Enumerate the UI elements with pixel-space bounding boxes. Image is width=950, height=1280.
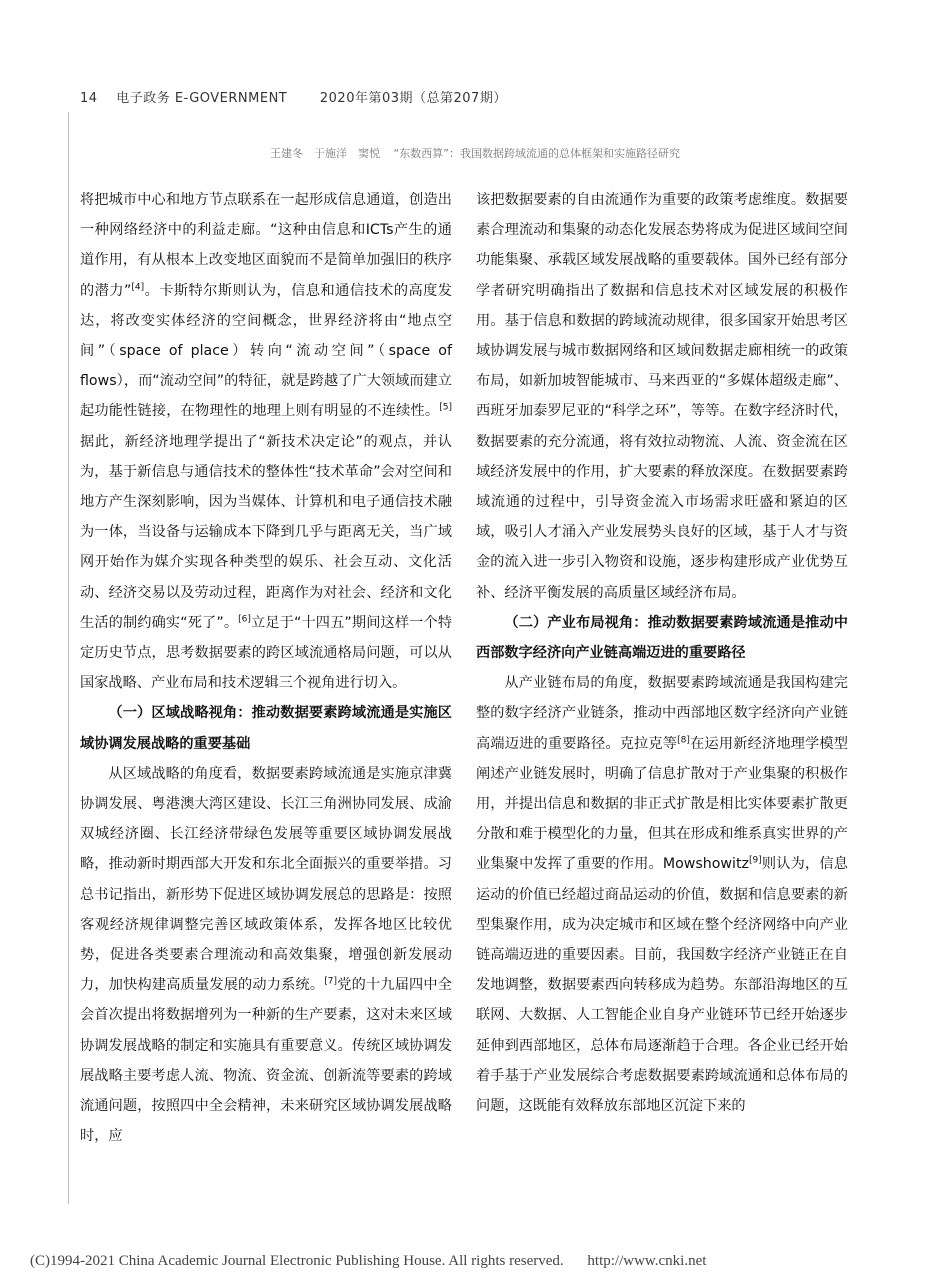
paragraph: 该把数据要素的自由流通作为重要的政策考虑维度。数据要素合理流动和集聚的动态化发展态势将成为促进区域间空间功能集聚、承载区域发展战略的重要载体。国外已经有部分学者研究明确指出了数据和信息技术对区域发展的积极作用。基于信息和数据的跨域流动规律，很多国家开始思考区域协调发展与城市数据网络和区域间数据走廊相统一的政策布局，如新加坡智能城市、马来西亚的“多媒体超级走廊”、西班牙加泰罗尼亚的“科学之环”，等等。在数字经济时代，数据要素的充分流通，将有效拉动物流、人流、资金流在区域经济发展中的作用，扩大要素的释放深度。在数据要素跨域流通的过程中，引导资金流入市场需求旺盛和紧迫的区域，吸引人才涌入产业发展势头良好的区域，基于人才与资金的流入进一步引入物资和设施，逐步构建形成产业优势互补、经济平衡发展的高质量区域经济布局。 [476, 192, 848, 601]
running-head-authors: 王建冬 于施洋 窦悦 [270, 147, 381, 160]
footer-url: http://www.cnki.net [587, 1253, 707, 1269]
paragraph: 从区域战略的角度看，数据要素跨域流通是实施京津冀协调发展、粤港澳大湾区建设、长江三角洲协同发展、成渝双城经济圈、长江经济带绿色发展等重要区域协调发展战略，推动新时期西部大开发和东北全面振兴的重要举措。习总书记指出，新形势下促进区域协调发展总的思路是：按照客观经济规律调整完善区域政策体系，发挥各地区比较优势，促进各类要素合理流动和高效集聚，增强创新发展动力，加快构建高质量发展的动力系统。[7]党的十九届四中全会首次提出将数据增列为一种新的生产要素，这对未来区域协调发展战略的制定和实施具有重要意义。传统区域协调发展战略主要考虑人流、物流、资金流、创新流等要素的跨域流通问题，按照四中全会精神，未来研究区域协调发展战略时，应 [80, 765, 452, 1145]
right-column [476, 185, 848, 1121]
section-heading-1: （一）区域战略视角：推动数据要素跨域流通是实施区域协调发展战略的重要基础 [80, 705, 452, 752]
paragraph: 从产业链布局的角度，数据要素跨域流通是我国构建完整的数字经济产业链条，推动中西部地区数字经济向产业链高端迈进的重要路径。克拉克等[8]在运用新经济地理学模型阐述产业链发展时，明确了信息扩散对于产业集聚的积极作用，并提出信息和数据的非正式扩散是相比实体要素扩散更分散和难于模型化的力量，但其在形成和维系真实世界的产业集聚中发挥了重要的作用。Mowshowitz[9]则认为，信息运动的价值已经超过商品运动的价值，数据和信息要素的新型集聚作用，成为决定城市和区域在整个经济网络中向产业链高端迈进的重要因素。目前，我国数字经济产业链正在自发地调整，数据要素西向转移成为趋势。东部沿海地区的互联网、大数据、人工智能企业自身产业链环节已经开始逐步延伸到西部地区，总体布局逐渐趋于合理。各企业已经开始着手基于产业发展综合考虑数据要素跨域流通和总体布局的问题，这既能有效释放东部地区沉淀下来的 [476, 675, 848, 1115]
copyright-text: (C)1994-2021 China Academic Journal Electronic Publishing House. All rights reserved. [30, 1253, 564, 1269]
journal-name: 电子政务 E-GOVERNMENT [116, 91, 288, 106]
issue-info: 2020年第03期（总第207期） [319, 91, 507, 106]
citation-ref: [9] [749, 855, 762, 866]
citation-ref: [5] [439, 402, 452, 413]
paragraph: 将把城市中心和地方节点联系在一起形成信息通道，创造出一种网络经济中的利益走廊。“这种由信息和ICTs产生的通道作用，有从根本上改变地区面貌而不是简单加强旧的秩序的潜力”[4]。卡斯特尔斯则认为，信息和通信技术的高度发达，将改变实体经济的空间概念，世界经济将由“地点空间”（space of place）转向“流动空间”（space of flows），而“流动空间”的特征，就是跨越了广大领域而建立起功能性链接，在物理性的地理上则有明显的不连续性。[5]据此，新经济地理学提出了“新技术决定论”的观点，并认为，基于新信息与通信技术的整体性“技术革命”会对空间和地方产生深刻影响，因为当媒体、计算机和电子通信技术融为一体，当设备与运输成本下降到几乎与距离无关，当广域网开始作为媒介实现各种类型的娱乐、社会互动、文化活动、经济交易以及劳动过程，距离作为对社会、经济和文化生活的制约确实“死了”。[6]立足于“十四五”期间这样一个特定历史节点，思考数据要素的跨区域流通格局问题，可以从国家战略、产业布局和技术逻辑三个视角进行切入。 [80, 192, 453, 692]
citation-ref: [6] [238, 614, 251, 625]
citation-ref: [4] [131, 281, 145, 292]
citation-ref: [7] [324, 976, 338, 987]
section-heading-2: （二）产业布局视角：推动数据要素跨域流通是推动中西部数字经济向产业链高端迈进的重要路径 [476, 614, 848, 662]
copyright-footer [30, 1253, 706, 1270]
page-header [80, 87, 521, 106]
page-number: 14 [80, 91, 98, 106]
citation-ref: [8] [677, 734, 690, 745]
left-column [80, 185, 452, 1152]
margin-rule [68, 112, 69, 1204]
running-head-title: “东数西算”：我国数据跨域流通的总体框架和实施路径研究 [393, 147, 680, 160]
running-head [0, 145, 950, 161]
